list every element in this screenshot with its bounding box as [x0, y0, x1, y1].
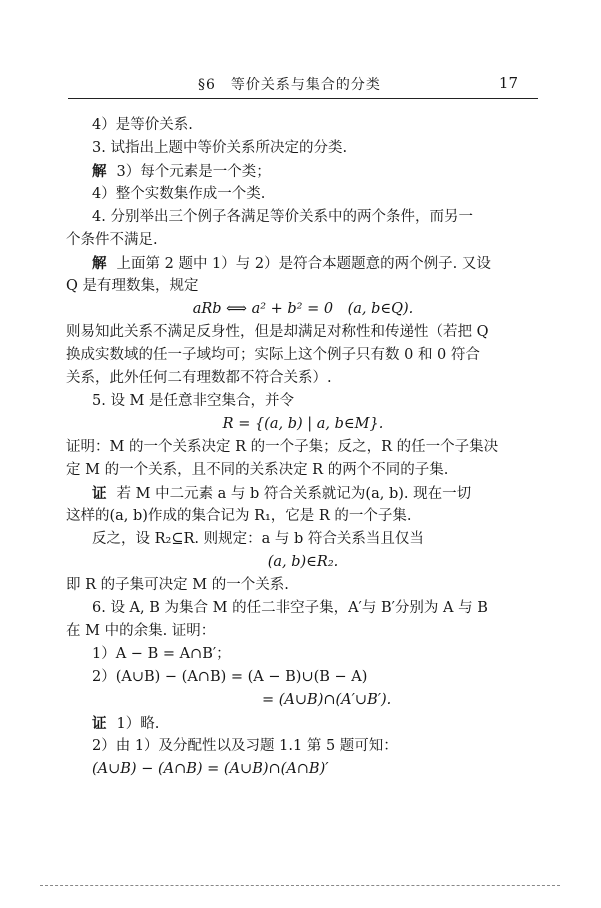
line-text: 3）每个元素是一个类； [116, 164, 271, 180]
text-line [66, 137, 540, 160]
line-text: 5. 设 M 是任意非空集合，并令 [92, 393, 295, 409]
text-line [66, 758, 540, 781]
text-line [66, 390, 540, 413]
line-text: (A∪B) − (A∩B) = (A∪B)∩(A∩B)′ [92, 761, 329, 777]
line-text: (a, b)∈R₂. [267, 554, 339, 570]
line-text: 4）整个实数集作成一个类. [92, 186, 266, 202]
text-line [66, 482, 540, 505]
text-line [66, 735, 540, 758]
line-text: 个条件不满足. [66, 232, 158, 248]
text-line [66, 252, 540, 275]
text-line [66, 160, 540, 183]
text-line [66, 459, 540, 482]
solution-label: 解 [92, 163, 107, 180]
line-text: 2）由 1）及分配性以及习题 1.1 第 5 题可知： [92, 738, 398, 754]
line-text: 这样的(a, b)作成的集合记为 R₁，它是 R 的一个子集. [66, 508, 412, 524]
line-text: 3. 试指出上题中等价关系所决定的分类. [92, 140, 348, 156]
page-number: 17 [498, 74, 518, 92]
line-text: aRb ⟺ a² + b² = 0 (a, b∈Q). [192, 301, 414, 317]
line-text: R = {(a, b) | a, b∈M}. [222, 416, 384, 432]
line-text: 1）A − B = A∩B′； [92, 646, 231, 662]
line-text: 则易知此关系不满足反身性，但是却满足对称性和传递性（若把 Q [66, 324, 489, 340]
line-text: 关系，此外任何二有理数都不符合关系）. [66, 370, 332, 386]
line-text: 即 R 的子集可决定 M 的一个关系. [66, 577, 289, 593]
line-text: 上面第 2 题中 1）与 2）是符合本题题意的两个例子. 又设 [116, 256, 491, 272]
text-line [66, 229, 540, 252]
line-text: 定 M 的一个关系，且不同的关系决定 R 的两个不同的子集. [66, 462, 449, 478]
text-line [66, 528, 540, 551]
text-line [66, 643, 540, 666]
line-text: = (A∪B)∩(A′∪B′). [262, 692, 392, 708]
text-line [66, 114, 540, 137]
line-text: 1）略. [116, 716, 160, 732]
text-line [66, 712, 540, 735]
text-line [66, 551, 540, 574]
text-line [66, 183, 540, 206]
text-line [66, 298, 540, 321]
text-line [66, 689, 540, 712]
text-line [66, 574, 540, 597]
text-line [66, 413, 540, 436]
text-line [66, 344, 540, 367]
solution-label: 解 [92, 255, 107, 272]
text-line [66, 597, 540, 620]
text-line [66, 620, 540, 643]
bottom-divider [40, 884, 560, 886]
text-line [66, 275, 540, 298]
line-text: Q 是有理数集，规定 [66, 278, 199, 294]
body-text [66, 114, 540, 781]
text-line [66, 206, 540, 229]
text-line [66, 321, 540, 344]
text-line [66, 436, 540, 459]
line-text: 若 M 中二元素 a 与 b 符合关系就记为(a, b). 现在一切 [116, 486, 472, 502]
line-text: 4. 分别举出三个例子各满足等价关系中的两个条件，而另一 [92, 209, 473, 225]
line-text: 2）(A∪B) − (A∩B) = (A − B)∪(B − A) [92, 669, 368, 685]
text-line [66, 505, 540, 528]
line-text: 在 M 中的余集. 证明： [66, 623, 216, 639]
solution-label: 证 [92, 485, 107, 502]
line-text: 换成实数域的任一子域均可；实际上这个例子只有数 0 和 0 符合 [66, 347, 480, 363]
section-title: §6 等价关系与集合的分类 [198, 77, 381, 93]
text-line [66, 666, 540, 689]
page-header [68, 68, 538, 99]
line-text: 6. 设 A, B 为集合 M 的任二非空子集，A′与 B′分别为 A 与 B [92, 600, 488, 616]
solution-label: 证 [92, 715, 107, 732]
line-text: 证明：M 的一个关系决定 R 的一个子集；反之，R 的任一个子集决 [66, 439, 499, 455]
line-text: 4）是等价关系. [92, 117, 193, 133]
text-line [66, 367, 540, 390]
line-text: 反之，设 R₂⊆R. 则规定：a 与 b 符合关系当且仅当 [92, 531, 424, 547]
